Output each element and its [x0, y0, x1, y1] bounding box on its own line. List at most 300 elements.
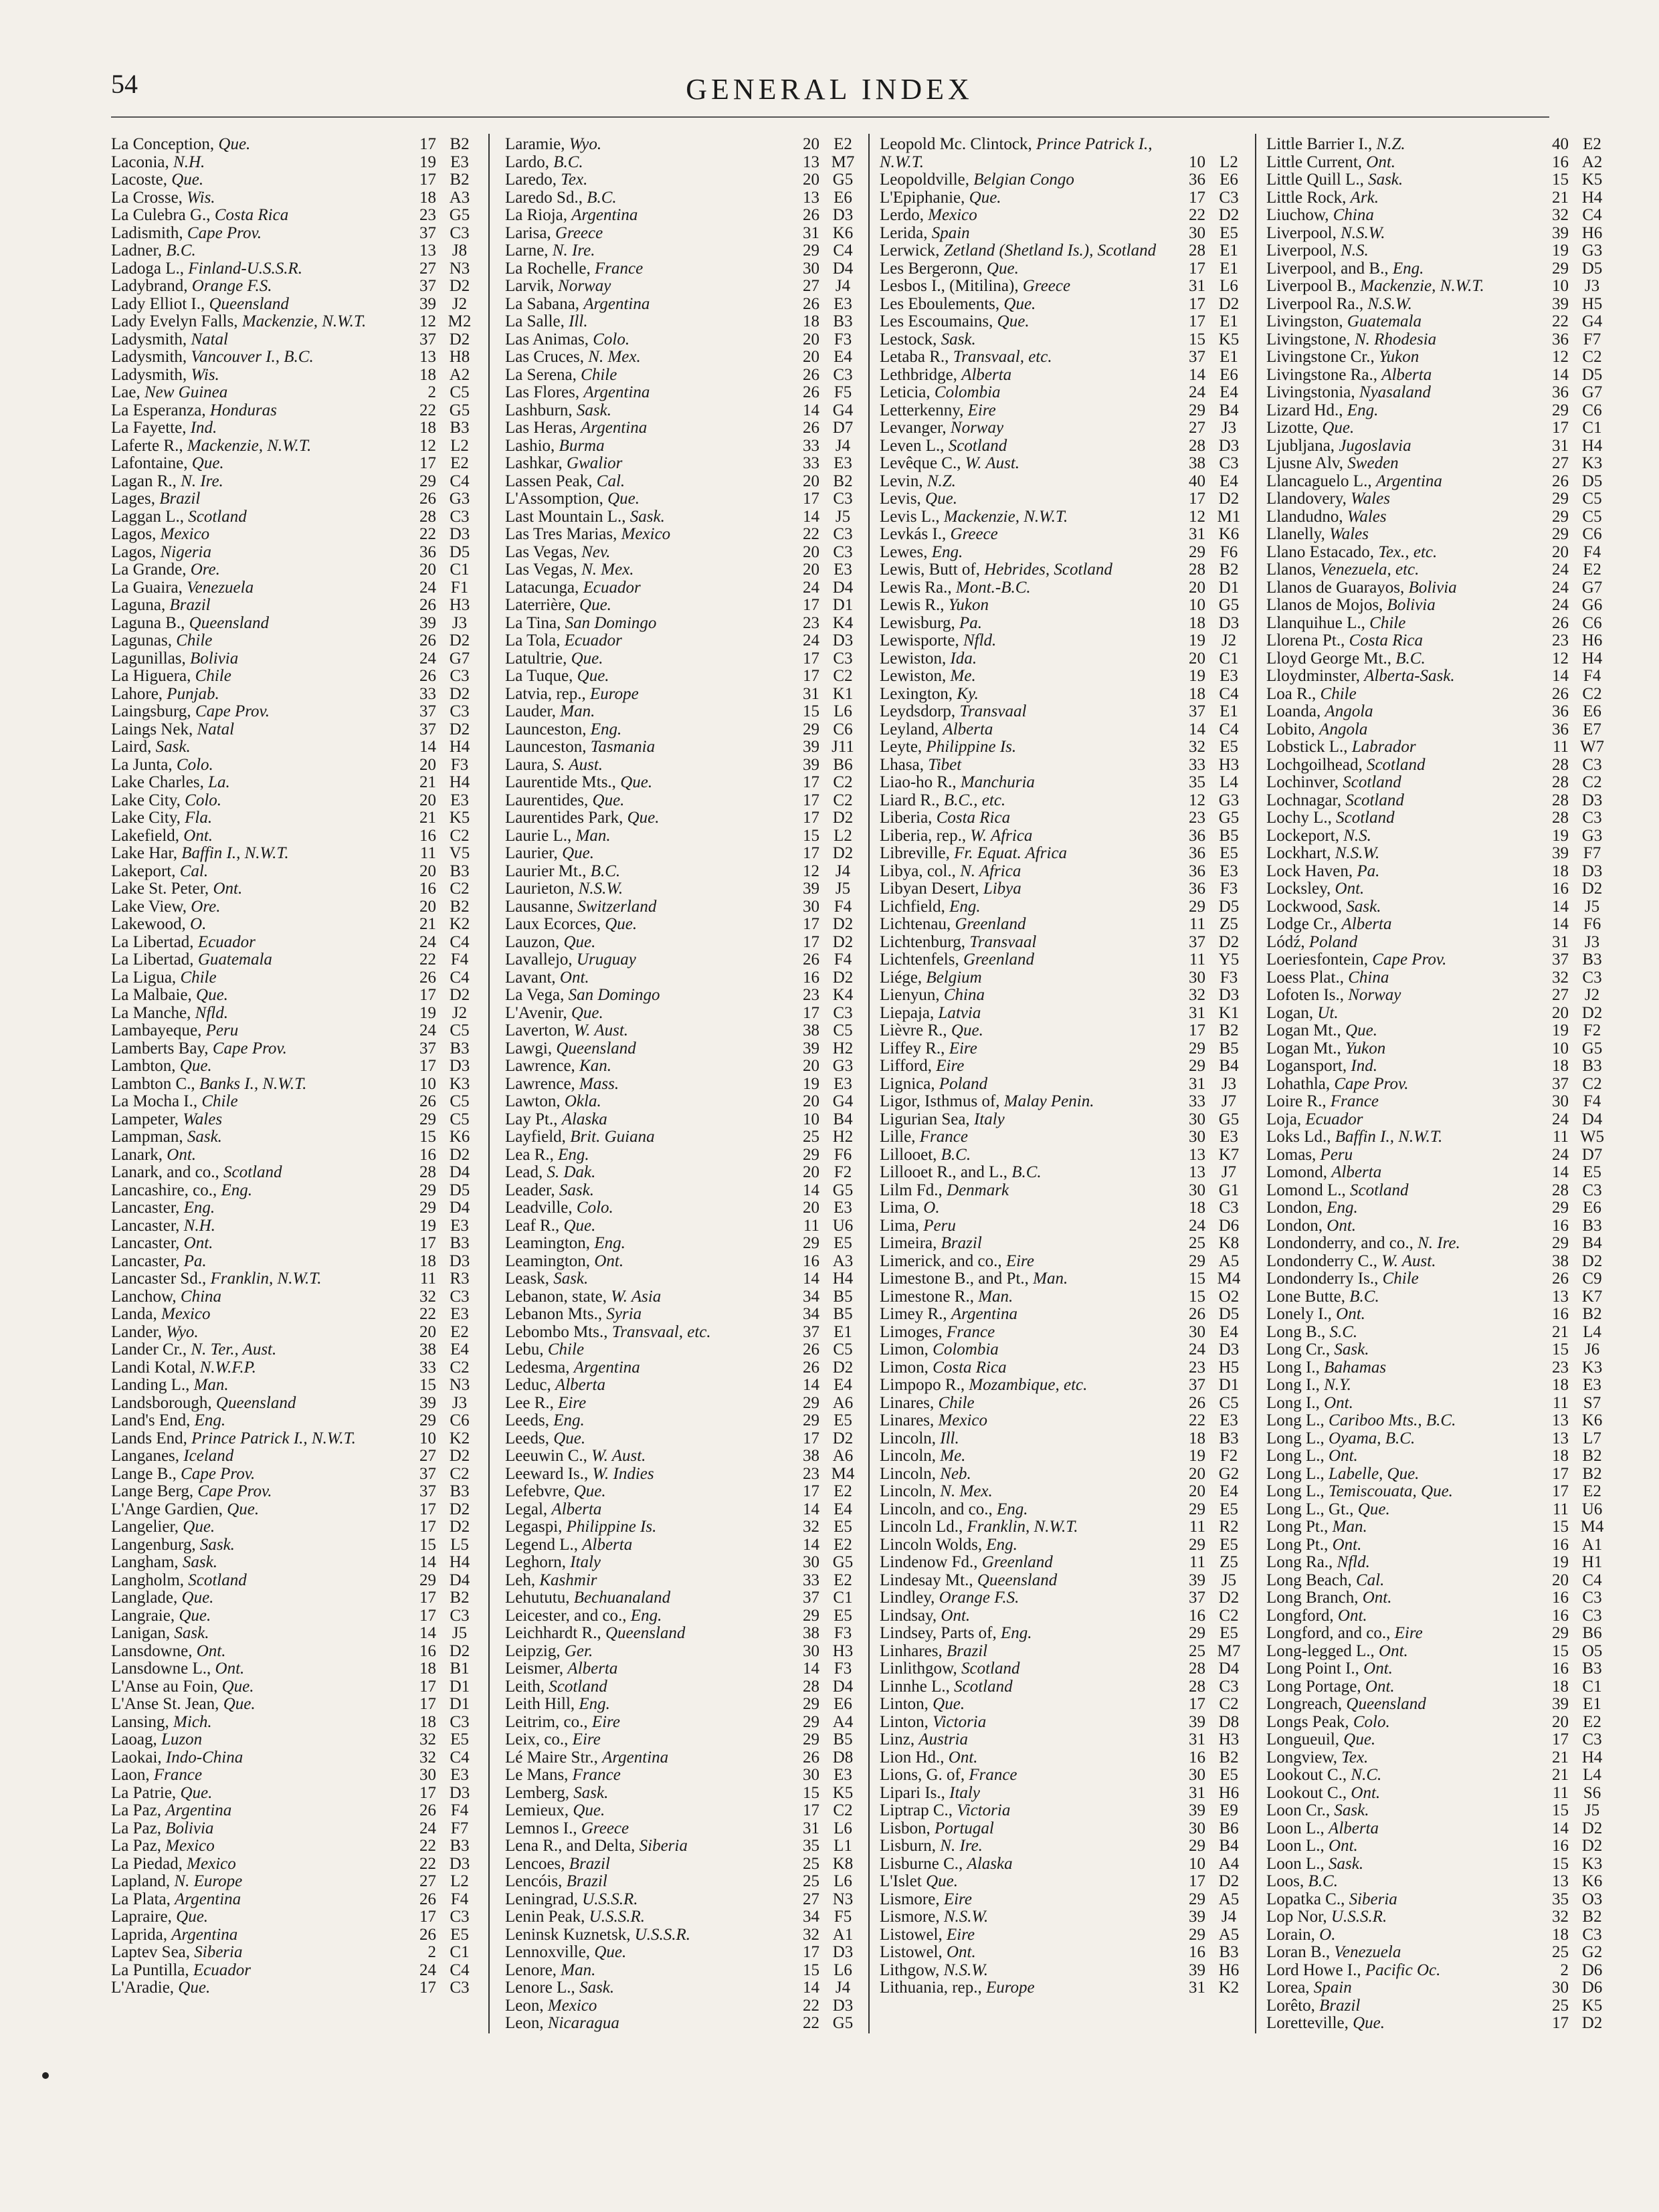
entry-region: Belgium — [926, 968, 982, 987]
entry-region: Sask. — [1346, 897, 1381, 916]
entry-grid: K6 — [832, 223, 854, 242]
entry-region: N.Z. — [1376, 135, 1405, 153]
entry-place: Ladysmith, — [111, 365, 191, 384]
entry-region: Nigeria — [160, 542, 212, 561]
entry-grid: D2 — [449, 1500, 470, 1518]
entry-grid: Z5 — [1219, 915, 1238, 933]
entry-grid: B2 — [1219, 1021, 1239, 1039]
entry-page: 26 — [419, 631, 436, 649]
entry-region: Eire — [947, 1925, 975, 1944]
entry-grid: G5 — [832, 1553, 854, 1571]
index-entry — [111, 171, 475, 189]
entry-place: Landsborough, — [111, 1393, 216, 1412]
entry-page: 39 — [1552, 844, 1569, 862]
index-entry — [505, 260, 858, 278]
index-entry — [880, 721, 1244, 739]
entry-region: Ont. — [167, 1145, 197, 1164]
entry-grid: K7 — [1581, 1287, 1603, 1306]
entry-region: Bolivia — [165, 1819, 214, 1837]
index-entry — [880, 1359, 1244, 1377]
entry-place: Leeds, — [505, 1429, 554, 1447]
entry-region: Colo. — [576, 1199, 613, 1217]
entry-region: N.H. — [183, 1216, 215, 1235]
entry-region: Ill. — [940, 1429, 959, 1447]
entry-page: 17 — [803, 649, 819, 668]
entry-region: Alberta — [551, 1500, 602, 1518]
entry-region: Ark. — [1350, 188, 1379, 207]
index-entry — [505, 1146, 858, 1165]
entry-page: 17 — [803, 490, 819, 508]
entry-page: 24 — [419, 1960, 436, 1979]
entry-page: 2 — [427, 383, 436, 401]
index-entry — [1266, 296, 1607, 314]
entry-grid: C6 — [833, 720, 853, 738]
entry-page: 26 — [803, 383, 819, 401]
entry-region: Que. — [627, 809, 660, 827]
entry-grid: L5 — [450, 1535, 469, 1554]
index-entry — [111, 1430, 475, 1448]
entry-place: Launceston, — [505, 720, 591, 738]
entry-page: 17 — [1189, 490, 1205, 508]
entry-page: 23 — [1189, 809, 1205, 827]
entry-grid: S6 — [1583, 1783, 1601, 1802]
entry-page: 19 — [1552, 241, 1569, 260]
index-entry — [1266, 455, 1607, 473]
index-entry — [111, 1217, 475, 1235]
entry-region: Argentina — [573, 1358, 640, 1377]
index-entry — [1266, 1058, 1607, 1076]
index-entry — [111, 1714, 475, 1732]
entry-grid: H3 — [449, 596, 470, 614]
entry-page: 39 — [803, 738, 819, 756]
entry-page: 28 — [803, 1677, 819, 1696]
entry-page: 21 — [1552, 188, 1569, 207]
entry-page: 19 — [1189, 667, 1205, 685]
index-entry — [505, 1944, 858, 1962]
entry-grid: G3 — [832, 1057, 854, 1075]
entry-region: Mexico — [938, 1411, 988, 1429]
entry-grid: L6 — [834, 1960, 852, 1979]
entry-grid: K3 — [1581, 1854, 1603, 1873]
entry-place: Lizard Hd., — [1266, 401, 1347, 419]
entry-place: Leticia, — [880, 383, 935, 401]
entry-page: 37 — [803, 1322, 819, 1341]
entry-place: Lena R., and Delta, — [505, 1837, 640, 1855]
index-entry — [505, 1501, 858, 1519]
entry-page: 29 — [419, 472, 436, 490]
entry-page: 13 — [1189, 1163, 1205, 1181]
entry-page: 21 — [1552, 1322, 1569, 1341]
index-entry — [111, 1022, 475, 1040]
entry-place: Lincoln Wolds, — [880, 1535, 987, 1554]
entry-grid: K4 — [832, 613, 854, 632]
entry-page: 14 — [803, 1979, 819, 1997]
entry-place: Lions, G. of, — [880, 1766, 969, 1784]
entry-place: Laurentides, — [505, 791, 593, 809]
entry-place: Las Cruces, — [505, 348, 589, 366]
index-entry — [880, 703, 1244, 721]
entry-grid: D1 — [1218, 1376, 1240, 1394]
index-entry — [880, 1536, 1244, 1554]
index-entry — [111, 1005, 475, 1023]
entry-grid: V5 — [449, 844, 470, 862]
entry-place: La Rochelle, — [505, 259, 595, 278]
entry-region: Wis. — [191, 365, 219, 384]
entry-region: Scotland — [1343, 773, 1401, 791]
index-entry — [111, 1518, 475, 1536]
margin-dot — [42, 2072, 49, 2079]
entry-region: Peru — [205, 1021, 239, 1039]
entry-place: Long L., — [1266, 1447, 1329, 1465]
entry-grid: E3 — [834, 1199, 852, 1217]
index-entry — [505, 1005, 858, 1023]
entry-page: 39 — [419, 613, 436, 632]
entry-place: Lethbridge, — [880, 365, 962, 384]
entry-place: Long Pt., — [1266, 1535, 1333, 1554]
entry-page: 15 — [419, 1128, 436, 1146]
entry-grid: F4 — [834, 897, 852, 916]
entry-page: 31 — [1552, 932, 1569, 951]
entry-grid: E5 — [1219, 1535, 1238, 1554]
entry-grid: M7 — [1217, 1641, 1241, 1660]
entry-region: Ida. — [950, 649, 977, 668]
index-entry — [1266, 490, 1607, 508]
entry-region: Eire — [949, 1039, 977, 1058]
entry-grid: H8 — [449, 348, 470, 366]
entry-page: 30 — [419, 1766, 436, 1784]
index-entry — [111, 987, 475, 1005]
entry-grid: C3 — [450, 507, 470, 526]
entry-region: Eire — [967, 401, 996, 419]
entry-grid: D3 — [1218, 613, 1240, 632]
entry-place: Lefebvre, — [505, 1482, 574, 1500]
entry-page: 13 — [1552, 1872, 1569, 1890]
entry-grid: F4 — [1583, 1092, 1601, 1110]
entry-grid: C3 — [833, 542, 853, 561]
entry-region: B.C., etc. — [943, 791, 1006, 809]
entry-place: Long L., — [1266, 1482, 1329, 1500]
entry-grid: E3 — [450, 153, 469, 171]
index-entry — [111, 1412, 475, 1430]
entry-region: Pa. — [1357, 862, 1380, 880]
entry-grid: O2 — [1218, 1287, 1240, 1306]
entry-place: La Plata, — [111, 1890, 175, 1908]
entry-page: 36 — [1189, 826, 1205, 845]
entry-page: 30 — [1189, 968, 1205, 987]
entry-grid: E5 — [1219, 1500, 1238, 1518]
entry-place: Lebombo Mts., — [505, 1322, 612, 1341]
entry-place: Libyan Desert, — [880, 880, 983, 898]
entry-place: Lea R., — [505, 1145, 559, 1164]
entry-page: 17 — [803, 809, 819, 827]
entry-grid: E3 — [450, 1216, 469, 1235]
entry-page: 29 — [1189, 542, 1205, 561]
index-entry — [111, 1891, 475, 1909]
index-entry — [1266, 1182, 1607, 1200]
entry-place: L'Assomption, — [505, 490, 608, 508]
entry-page: 17 — [419, 1979, 436, 1997]
entry-region: N.S. — [1341, 241, 1369, 260]
entry-grid: K3 — [1581, 454, 1603, 472]
entry-grid: C2 — [1582, 348, 1602, 366]
entry-page: 31 — [803, 684, 819, 703]
index-entry — [505, 1855, 858, 1874]
entry-grid: E2 — [834, 1535, 852, 1554]
entry-region: Switzerland — [577, 897, 657, 916]
entry-place: Leopold Mc. Clintock, — [880, 135, 1036, 153]
index-entry — [880, 171, 1244, 189]
entry-place: Limey R., — [880, 1305, 951, 1323]
entry-page: 11 — [803, 1216, 819, 1235]
entry-region: Ont. — [1336, 1305, 1365, 1323]
entry-page: 17 — [803, 596, 819, 614]
entry-grid: C2 — [833, 667, 853, 685]
entry-region: Colombia — [933, 1340, 999, 1359]
entry-grid: F2 — [1583, 1021, 1601, 1039]
entry-page: 26 — [803, 294, 819, 313]
index-entry — [111, 1855, 475, 1874]
entry-page: 15 — [803, 1783, 819, 1802]
entry-grid: C2 — [833, 773, 853, 791]
entry-place: Lomas, — [1266, 1145, 1321, 1164]
entry-place: Latvia, rep., — [505, 684, 591, 703]
entry-place: Langenburg, — [111, 1535, 200, 1554]
entry-region: Greece — [555, 223, 603, 242]
entry-place: La Ligua, — [111, 968, 181, 987]
entry-region: Syria — [606, 1305, 642, 1323]
entry-grid: B4 — [1219, 1837, 1239, 1855]
entry-place: Lorain, — [1266, 1925, 1320, 1944]
entry-region: Temiscouata, Que. — [1329, 1482, 1453, 1500]
entry-region: Que. — [594, 1943, 627, 1961]
entry-grid: D2 — [449, 1518, 470, 1536]
entry-place: Leghorn, — [505, 1553, 571, 1571]
entry-region: Scotland — [961, 1660, 1020, 1678]
entry-page: 12 — [803, 862, 819, 880]
index-entry — [1266, 1979, 1607, 1997]
entry-region: Bolivia — [190, 649, 239, 668]
entry-grid: C4 — [1582, 1571, 1602, 1589]
entry-grid: C3 — [450, 1606, 470, 1625]
entry-region: N. Ire. — [940, 1837, 983, 1855]
entry-grid: C6 — [1582, 401, 1602, 419]
entry-page: 24 — [803, 578, 819, 597]
entry-place: Lanark, and co., — [111, 1163, 223, 1181]
entry-place: La Esperanza, — [111, 401, 210, 419]
index-entry — [880, 1554, 1244, 1572]
index-entry — [880, 1643, 1244, 1661]
entry-grid: F3 — [1219, 968, 1238, 987]
index-entry — [505, 296, 858, 314]
entry-region: Me. — [940, 1447, 966, 1465]
index-entry — [1266, 1093, 1607, 1111]
index-entry — [111, 934, 475, 952]
entry-page: 18 — [1552, 1677, 1569, 1696]
entry-grid: E4 — [834, 348, 852, 366]
entry-region: Ont. — [1327, 1216, 1357, 1235]
entry-place: Llanos, — [1266, 561, 1321, 579]
index-entry — [111, 1324, 475, 1342]
entry-place: Lewis R., — [880, 596, 949, 614]
entry-place: Laingsburg, — [111, 702, 195, 720]
index-entry — [505, 757, 858, 775]
index-entry — [505, 225, 858, 243]
entry-grid: N3 — [449, 1376, 470, 1394]
entry-region: Nicaragua — [547, 2014, 619, 2032]
entry-place: Leven L., — [880, 436, 949, 455]
entry-grid: F6 — [1583, 915, 1601, 933]
entry-place: Lockhart, — [1266, 844, 1335, 862]
index-entry — [505, 1093, 858, 1111]
entry-place: Lewis Ra., — [880, 578, 956, 597]
entry-place: La Tola, — [505, 631, 565, 649]
entry-region: Eire — [591, 1712, 620, 1731]
index-entry — [505, 1430, 858, 1448]
entry-place: Ladner, — [111, 241, 167, 260]
entry-place: Latultrie, — [505, 649, 571, 668]
entry-place: Lion Hd., — [880, 1748, 949, 1767]
entry-region: Transvaal, etc. — [611, 1322, 711, 1341]
entry-grid: J2 — [1221, 631, 1237, 649]
entry-region: Ecuador — [1305, 1110, 1363, 1128]
entry-grid: U6 — [832, 1216, 854, 1235]
index-entry — [505, 1660, 858, 1678]
entry-grid: B3 — [450, 1837, 470, 1855]
entry-page: 23 — [803, 1464, 819, 1483]
entry-page: 19 — [1552, 1021, 1569, 1039]
entry-grid: J11 — [832, 738, 854, 756]
entry-grid: E5 — [1219, 223, 1238, 242]
entry-place: Lincoln, and co., — [880, 1500, 997, 1518]
entry-grid: D2 — [832, 1429, 854, 1447]
entry-place: Londonderry C., — [1266, 1251, 1382, 1270]
index-entry — [505, 951, 858, 969]
entry-grid: C5 — [450, 1092, 470, 1110]
entry-page: 29 — [419, 1199, 436, 1217]
entry-region: Que. — [620, 773, 653, 791]
entry-grid: H4 — [449, 1553, 470, 1571]
entry-grid: D4 — [449, 1199, 470, 1217]
entry-place: London, — [1266, 1216, 1327, 1235]
entry-grid: C2 — [1582, 1074, 1602, 1093]
entry-page: 25 — [1189, 1234, 1205, 1252]
entry-page: 17 — [419, 1677, 436, 1696]
entry-region: Sask. — [579, 1979, 615, 1997]
entry-region: Alberta — [1331, 1163, 1382, 1181]
entry-region: Brazil — [1319, 1996, 1361, 2015]
entry-page: 37 — [419, 223, 436, 242]
index-entry — [505, 331, 858, 349]
entry-page: 17 — [419, 1695, 436, 1713]
index-entry — [880, 1093, 1244, 1111]
entry-place: Ligurian Sea, — [880, 1110, 974, 1128]
entry-region: Eng. — [221, 1181, 253, 1199]
index-entry — [1266, 313, 1607, 331]
entry-grid: C3 — [1582, 1589, 1602, 1607]
index-entry — [505, 1785, 858, 1803]
entry-page: 29 — [1189, 1500, 1205, 1518]
index-entry — [505, 189, 858, 207]
index-entry — [880, 1217, 1244, 1235]
entry-place: Lisburne C., — [880, 1854, 967, 1873]
index-entry — [1266, 473, 1607, 491]
entry-page: 22 — [419, 525, 436, 543]
entry-place: Levkás I., — [880, 525, 951, 543]
entry-place: Lichfield, — [880, 897, 950, 916]
entry-page: 30 — [1189, 1819, 1205, 1837]
entry-page: 18 — [1189, 1199, 1205, 1217]
entry-page: 22 — [419, 401, 436, 419]
entry-place: Leipzig, — [505, 1641, 565, 1660]
entry-grid: E3 — [450, 791, 469, 809]
index-entry — [505, 1749, 858, 1767]
entry-grid: C4 — [450, 932, 470, 951]
index-entry — [1266, 544, 1607, 562]
entry-page: 17 — [419, 135, 436, 153]
entry-page: 15 — [803, 826, 819, 845]
entry-grid: J4 — [835, 436, 851, 455]
index-entry — [505, 1962, 858, 1980]
entry-place: L'Ange Gardien, — [111, 1500, 227, 1518]
index-entry — [1266, 1749, 1607, 1767]
index-entry — [505, 969, 858, 987]
entry-place: Laguna, — [111, 596, 170, 614]
entry-place: Lagunas, — [111, 631, 177, 649]
entry-region: Gwalior — [567, 454, 623, 472]
entry-page: 17 — [803, 1003, 819, 1022]
entry-region: Ger. — [564, 1641, 593, 1660]
entry-grid: H6 — [1581, 631, 1603, 649]
index-entry — [880, 934, 1244, 952]
index-entry — [111, 615, 475, 633]
index-entry — [1266, 1873, 1607, 1891]
entry-grid: D3 — [1581, 862, 1603, 880]
entry-region: Cape Prov. — [195, 702, 270, 720]
index-entry — [505, 1377, 858, 1395]
entry-grid: D4 — [449, 1571, 470, 1589]
entry-place: Lewisburg, — [880, 613, 959, 632]
entry-region: Mozambique, etc. — [969, 1376, 1088, 1394]
index-entry — [1266, 951, 1607, 969]
index-entry — [111, 207, 475, 225]
entry-place: Lavallejo, — [505, 950, 577, 969]
entry-page: 36 — [1189, 171, 1205, 189]
index-entry — [1266, 916, 1607, 934]
entry-grid: C3 — [450, 223, 470, 242]
index-entry — [505, 561, 858, 579]
index-entry — [111, 792, 475, 810]
entry-grid: C5 — [450, 1110, 470, 1128]
index-entry — [1266, 384, 1607, 402]
index-entry — [1266, 1589, 1607, 1607]
index-entry — [880, 1430, 1244, 1448]
entry-region: Man. — [575, 826, 611, 845]
entry-region: Pa. — [959, 613, 983, 632]
entry-grid: G5 — [1218, 809, 1240, 827]
entry-region: Brazil — [566, 1872, 607, 1890]
entry-place: Lawton, — [505, 1092, 565, 1110]
entry-region: Que. — [180, 1783, 213, 1802]
entry-region: Sask. — [573, 1783, 609, 1802]
index-entry — [1266, 809, 1607, 827]
entry-grid: C3 — [833, 365, 853, 384]
entry-place: Lestock, — [880, 330, 941, 348]
entry-place: Lampman, — [111, 1128, 187, 1146]
index-entry — [111, 880, 475, 898]
entry-place: Lohathla, — [1266, 1074, 1335, 1093]
entry-grid: C2 — [833, 1801, 853, 1819]
entry-region: Ecuador — [583, 578, 641, 597]
